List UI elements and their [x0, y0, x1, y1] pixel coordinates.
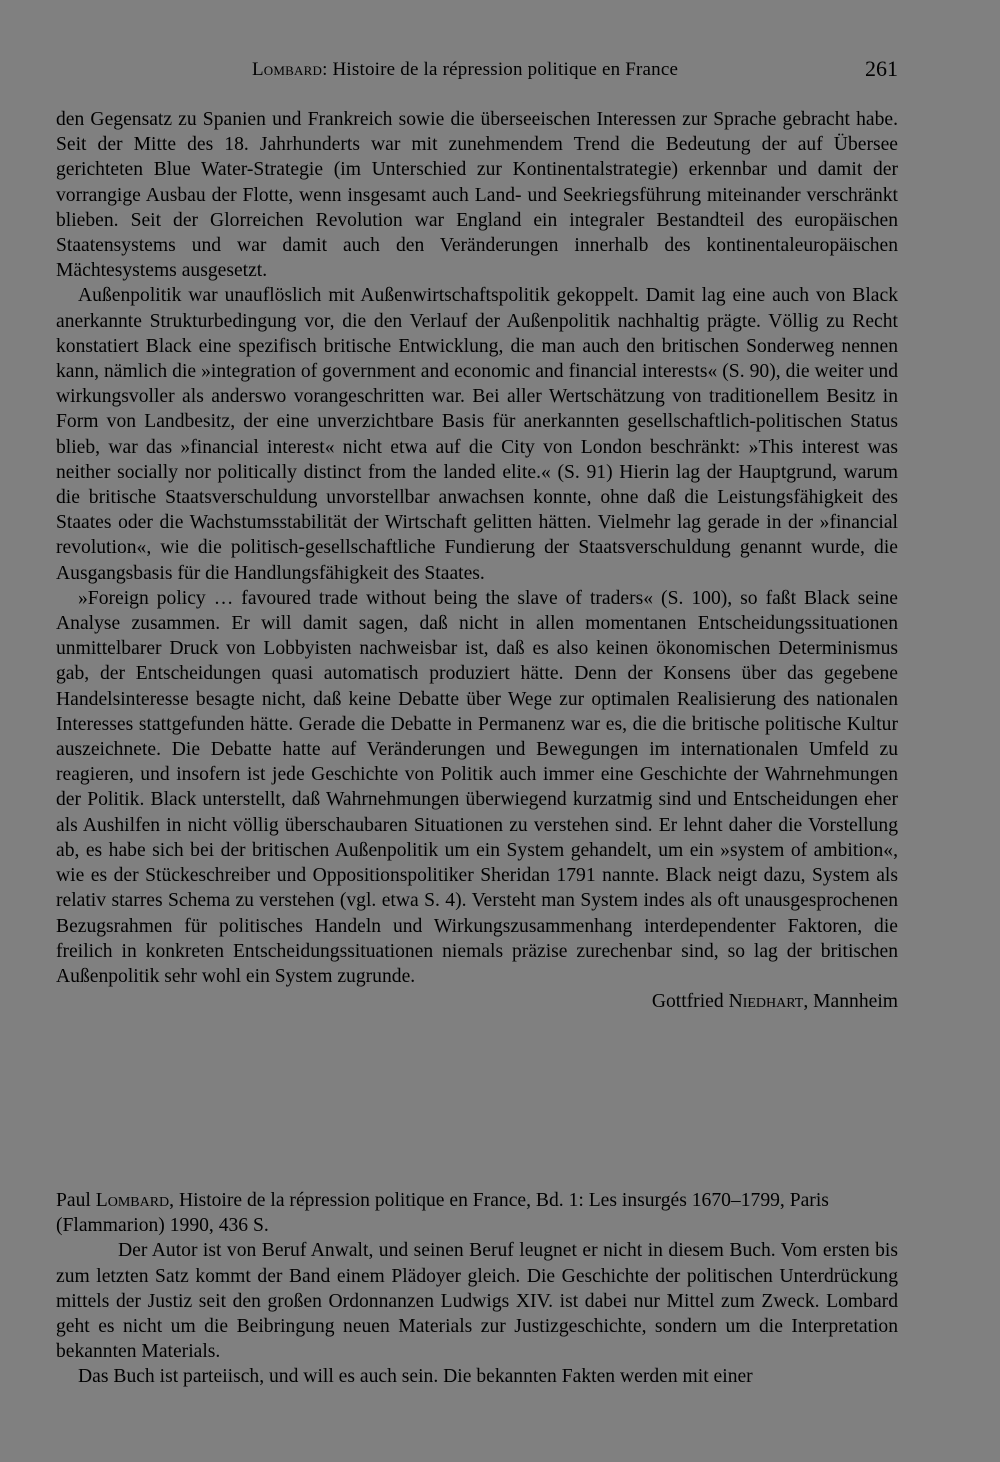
running-head: [56, 56, 898, 86]
review-2-paragraph-1: Der Autor ist von Beruf Anwalt, und seinen Beruf leugnet er nicht in diesem Buch. Vom ersten bis zum letzten Satz kommt der Band einem Plädoyer gleich. Die Geschichte der politischen Unterdrückung mittels der Justiz seit den großen Ordonnanzen Ludwigs XIV. ist dabei nur Mittel zum Zweck. Lombard geht es nicht um die Beibringung neuen Materials zur Justizgeschichte, sondern um die Interpretation bekannten Materials.: [56, 1240, 898, 1363]
review-1-paragraph-2: Außenpolitik war unauflöslich mit Außenwirtschaftspolitik gekoppelt. Damit lag eine auch von Black anerkannte Strukturbedingung vor, die den Verlauf der Außenpolitik nachhaltig prägte. Völlig zu Recht konstatiert Black eine spezifisch britische Entwicklung, die man auch den britischen Sonderweg nennen kann, nämlich die »integration of government and economic and financial interests« (S. 90), die weiter und wirkungsvoller als anderswo vorangeschritten war. Bei aller Wertschätzung von traditionellem Besitz in Form von Landbesitz, der eine unverzichtbare Basis für anerkannten gesellschaftlich-politischen Status blieb, war das »financial interest« nicht etwa auf die City von London beschränkt: »This interest was neither socially nor politically distinct from the landed elite.« (S. 91) Hierin lag der Hauptgrund, warum die britische Staatsverschuldung unvorstellbar anwachsen konnte, ohne daß die Leistungsfähigkeit des Staates oder die Wachstumsstabilität der Wirtschaft gelitten hätten. Vielmehr lag gerade in der »financial revolution«, wie die politisch-gesellschaftliche Fundierung der Staatsverschuldung genannt wurde, die Ausgangsbasis für die Handlungsfähigkeit des Staates.: [56, 285, 898, 584]
reviewer-place: , Mannheim: [803, 991, 898, 1013]
review-2-citation: [56, 1188, 898, 1238]
review-2-paragraph-2: Das Buch ist parteiisch, und will es auch sein. Die bekannten Fakten werden mit einer: [78, 1366, 753, 1388]
page-number: 261: [865, 56, 898, 81]
running-head-author: Lombard: [252, 59, 323, 80]
review-2-author-first: Paul: [56, 1190, 96, 1211]
running-head-book-title: : Histoire de la répression politique en France: [322, 59, 679, 80]
reviewer-first-name: Gottfried: [651, 991, 729, 1013]
review-2-author-last: Lombard: [95, 1190, 170, 1211]
running-head-title: [252, 59, 678, 81]
review-2: [56, 1188, 898, 1390]
review-1-paragraph-1: den Gegensatz zu Spanien und Frankreich sowie die überseeischen Interessen zur Sprache gebracht habe. Seit der Mitte des 18. Jahrhunderts war mit zunehmendem Trend die Bedeutung der auf Übersee gerichteten Blue Water-Strategie (im Unterschied zur Kontinentalstrategie) erkennbar und damit der vorrangige Ausbau der Flotte, wenn insgesamt auch Land- und Seekriegsführung miteinander verschränkt blieben. Seit der Glorreichen Revolution war England ein integraler Bestandteil des europäischen Staatensystems und war damit auch den Veränderungen innerhalb des kontinentaleuropäischen Mächtesystems ausgesetzt.: [56, 109, 898, 282]
review-1-paragraph-3: »Foreign policy … favoured trade without being the slave of traders« (S. 100), so faßt Black seine Analyse zusammen. Er will damit sagen, daß nicht in allen momentanen Entscheidungssituationen unmittelbarer Druck von Lobbyisten nachweisbar ist, daß es also keinen ökonomischen Determinismus gab, der Entscheidungen quasi automatisch produziert hätte. Denn der Konsens über das gegebene Handelsinteresse besagte nicht, daß keine Debatte über Wege zur optimalen Realisierung des nationalen Interesses stattgefunden hätte. Gerade die Debatte in Permanenz war es, die die britische politische Kultur auszeichnete. Die Debatte hatte auf Veränderungen und Bewegungen im internationalen Umfeld zu reagieren, und insofern ist jede Geschichte von Politik auch immer eine Geschichte der Wahrnehmungen der Politik. Black unterstellt, daß Wahrnehmungen überwiegend kurzatmig sind und Entscheidungen eher als Aushilfen in nicht völlig überschaubaren Situationen zu verstehen sind. Er lehnt daher die Vorstellung ab, es habe sich bei der britischen Außenpolitik um ein System gehandelt, um ein »system of ambition«, wie es der Stückeschreiber und Oppositionspolitiker Sheridan 1791 nannte. Black neigt dazu, System als relativ starres Schema zu verstehen (vgl. etwa S. 4). Versteht man System indes als oft unausgesprochenen Bezugsrahmen für politisches Handeln und Wirkungszusammenhang interdependenter Faktoren, die freilich in konkreten Entscheidungssituationen niemals präzise zurechenbar sind, so lag der britischen Außenpolitik sehr wohl ein System zugrunde.: [56, 587, 898, 987]
review-2-citation-text: , Histoire de la répression politique en France, Bd. 1: Les insurgés 1670–1799, Paris (Flammarion) 1990, 436 S.: [56, 1190, 829, 1237]
review-1: [56, 107, 898, 1014]
reviewer-last-name: Niedhart: [728, 991, 804, 1013]
reviewer-signature: [56, 989, 898, 1014]
